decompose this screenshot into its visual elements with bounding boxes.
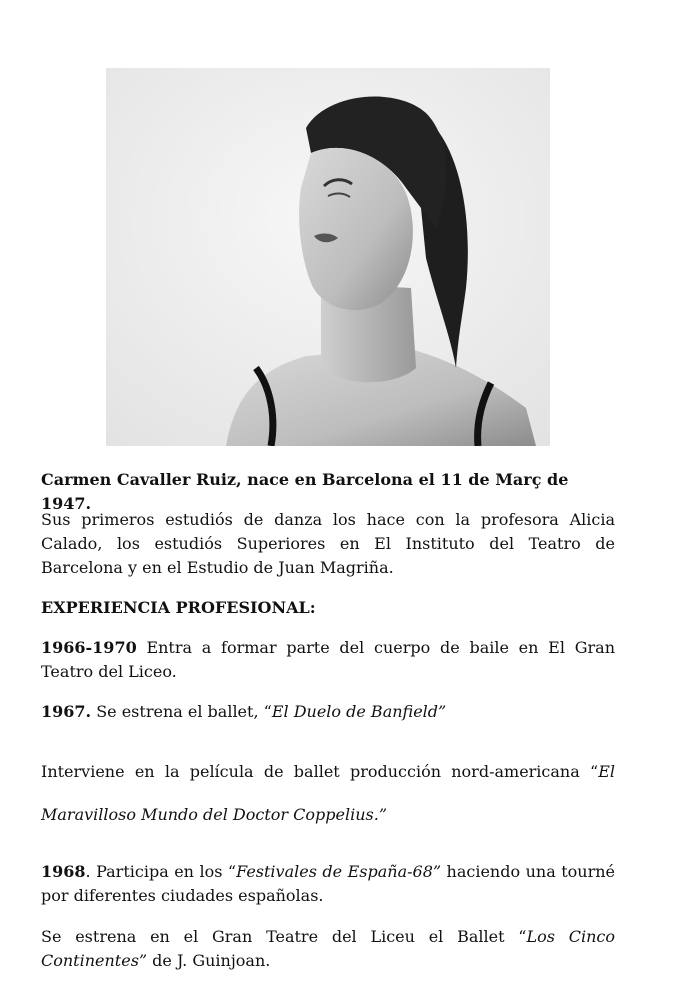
- cinco-text-after: de J. Guinjoan.: [147, 951, 271, 970]
- entry-1968-text-after: haciendo una tourné por diferentes ciudades españolas.: [41, 862, 616, 905]
- entry-1966-text: Entra a formar parte del cuerpo de baile en El Gran Teatro del Liceo.: [41, 638, 615, 681]
- entry-1968-text-before: . Participa en los “: [85, 862, 237, 881]
- entry-1967-title: El Duelo de Banfield”: [271, 702, 447, 721]
- entry-1968-paragraph: [41, 860, 615, 908]
- entry-1967-text: Se estrena el ballet, “: [91, 702, 272, 721]
- cinco-text-before: Se estrena en el Gran Teatre del Liceu el Ballet “: [41, 927, 527, 946]
- entry-1967-year: 1967.: [41, 702, 92, 721]
- portrait-photo: [106, 68, 550, 446]
- studies-paragraph: Sus primeros estudiós de danza los hace con la profesora Alicia Calado, los estudiós Superiores en El Instituto del Teatro de Barcelona y en el Estudio de Juan Magriña.: [41, 510, 615, 577]
- birth-line: Carmen Cavaller Ruiz, nace en Barcelona el 11 de Març de 1947.: [41, 470, 569, 513]
- entry-1968-title: Festivales de España-68”: [236, 862, 442, 881]
- cinco-title: Los Cinco Continentes”: [41, 927, 615, 970]
- entry-1967-paragraph: [41, 700, 615, 724]
- film-paragraph-line2: [41, 803, 615, 827]
- film-text: Interviene en la película de ballet producción nord-americana “: [41, 762, 599, 781]
- film-title-part1: El: [598, 762, 615, 781]
- cinco-continentes-paragraph: [41, 925, 615, 973]
- film-title-part2: Maravilloso Mundo del Doctor Coppelius.”: [41, 805, 387, 824]
- film-paragraph-line1: [41, 760, 615, 784]
- entry-1968-year: 1968: [41, 862, 86, 881]
- experience-heading: EXPERIENCIA PROFESIONAL:: [41, 598, 316, 617]
- entry-1966-paragraph: [41, 636, 615, 684]
- entry-1966-year: 1966-1970: [41, 638, 137, 657]
